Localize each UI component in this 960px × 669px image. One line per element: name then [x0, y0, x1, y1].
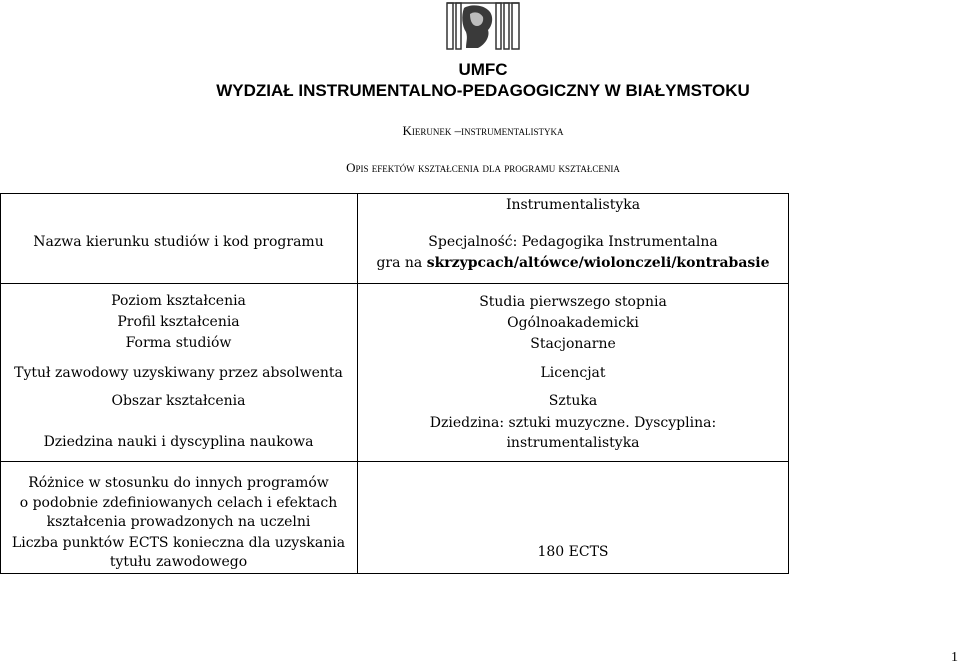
field-label: Dziedzina nauki i dyscyplina naukowa: [43, 434, 314, 450]
profile-value: Ogólnoakademicki: [507, 315, 639, 331]
umfc-logo-icon: [446, 2, 521, 50]
field-value-line1: Dziedzina: sztuki muzyczne. Dyscyplina:: [429, 415, 717, 431]
form-label: Forma studiów: [125, 335, 232, 351]
profile-label: Profil kształcenia: [117, 314, 240, 330]
table-row-divider: [0, 461, 789, 462]
ects-label: tytułu zawodowego: [109, 554, 248, 570]
table-row-divider: [0, 283, 789, 284]
page-number: 1: [951, 650, 958, 665]
area-label: Obszar kształcenia: [111, 393, 246, 409]
differences-label: Różnice w stosunku do innych programów: [28, 475, 329, 491]
level-value: Studia pierwszego stopnia: [479, 294, 667, 310]
ects-label: Liczba punktów ECTS konieczna dla uzyskania: [11, 535, 346, 551]
specialty-instruments: gra na skrzypcach/altówce/wiolonczeli/kontrabasie: [376, 255, 770, 271]
opis-heading: Opis efektów kształcenia dla programu kształcenia: [346, 160, 620, 175]
form-value: Stacjonarne: [530, 336, 616, 352]
level-label: Poziom kształcenia: [111, 293, 246, 309]
area-value: Sztuka: [548, 393, 598, 409]
program-name-value: Instrumentalistyka: [505, 197, 641, 213]
title-label: Tytuł zawodowy uzyskiwany przez absolwenta: [14, 365, 343, 381]
kierunek-heading: Kierunek –instrumentalistyka: [402, 123, 564, 138]
field-value-line2: instrumentalistyka: [506, 435, 640, 451]
differences-label: o podobnie zdefiniowanych celach i efektach: [19, 495, 338, 511]
differences-label: kształcenia prowadzonych na uczelni: [46, 514, 311, 530]
program-name-label: Nazwa kierunku studiów i kod programu: [33, 234, 324, 250]
faculty-name: WYDZIAŁ INSTRUMENTALNO-PEDAGOGICZNY W BIAŁYMSTOKU: [216, 81, 750, 100]
ects-value: 180 ECTS: [537, 544, 609, 560]
specialty-value: Specjalność: Pedagogika Instrumentalna: [428, 234, 718, 250]
title-value: Licencjat: [540, 365, 606, 381]
university-name: UMFC: [458, 60, 508, 79]
